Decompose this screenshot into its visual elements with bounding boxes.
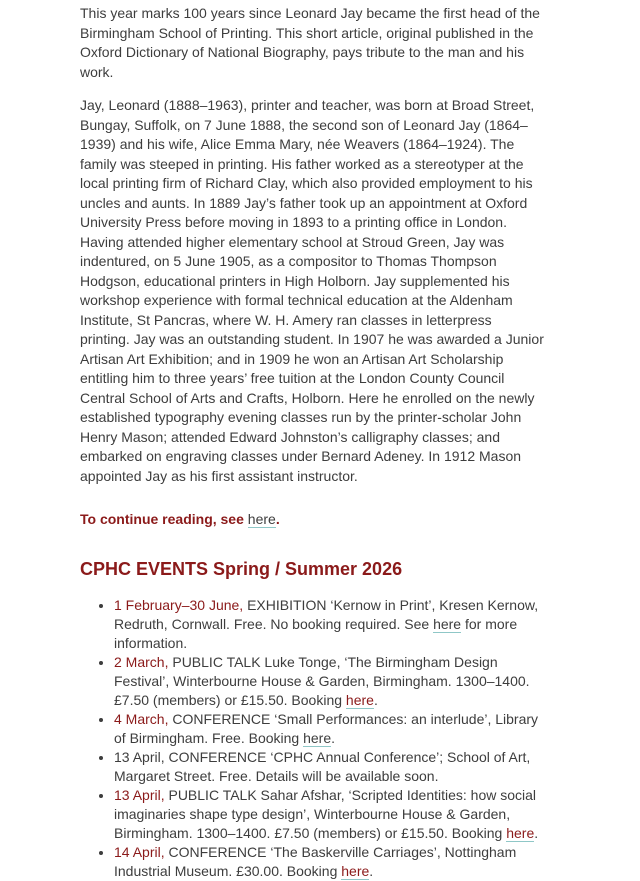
events-heading: CPHC EVENTS Spring / Summer 2026: [80, 558, 403, 579]
event-item: [114, 786, 544, 843]
event-date: 13 April,: [114, 748, 165, 765]
event-item: [114, 653, 544, 710]
continue-reading-suffix: .: [275, 511, 280, 527]
event-booking-link[interactable]: here: [303, 729, 332, 746]
event-item: [114, 843, 544, 881]
events-list: [80, 596, 544, 881]
biography-paragraph: Jay, Leonard (1888–1963), printer and teacher, was born at Broad Street, Bungay, Suffolk, on 7 June 1888, the second son of Leonard Jay (1864–1939) and his wife, Alice Emma Mary, née Weavers (1864–1924). The family was steeped in printing. His father worked as a stereotyper at the local printing firm of Richard Clay, which also provided employment to his uncles and aunts. In 1889 Jay’s father took up an appointment at Oxford University Press before moving in 1893 to a printing office in London. Having attended higher elementary school at Stroud Green, Jay was indentured, on 5 June 1905, as a compositor to Thomas Thompson Hodgson, educational printers in High Holborn. Jay supplemented his workshop experience with formal technical education at the Aldenham Institute, St Pancras, where W. H. Amery ran classes in letterpress printing. Jay was an outstanding student. In 1907 he was awarded a Junior Artisan Art Exhibition; and in 1909 he won an Artisan Art Scholarship entitling him to three years’ free tuition at the London County Council Central School of Arts and Crafts, Holborn. Here he enrolled on the newly established typography evening classes run by the printer-scholar John Henry Mason; attended Edward Johnston’s calligraphy classes; and embarked on engraving classes under Bernard Adeney. In 1912 Mason appointed Jay as his first assistant instructor.: [80, 97, 544, 484]
event-text: CONFERENCE ‘Small Performances: an interlude’, Library of Birmingham. Free. Booking: [114, 710, 539, 746]
event-booking-link[interactable]: here: [341, 862, 370, 879]
event-info-link[interactable]: here: [433, 615, 462, 632]
event-text: CONFERENCE ‘The Baskerville Carriages’, Nottingham Industrial Museum. £30.00. Booking: [114, 843, 517, 879]
continue-reading-link[interactable]: here: [247, 511, 276, 527]
event-text-after: .: [369, 862, 374, 879]
event-date: 13 April,: [114, 786, 165, 803]
event-text: EXHIBITION ‘Kernow in Print’, Kresen Kernow, Redruth, Cornwall. Free. No booking required. See: [114, 596, 539, 632]
event-date: 4 March,: [114, 710, 169, 727]
continue-reading-line: [80, 510, 544, 530]
event-item: [114, 596, 544, 653]
event-booking-link[interactable]: here: [345, 691, 374, 708]
event-text-after: .: [373, 691, 378, 708]
event-date: 14 April,: [114, 843, 165, 860]
event-item: [114, 748, 544, 786]
event-text-after: .: [331, 729, 336, 746]
event-text: PUBLIC TALK Luke Tonge, ‘The Birmingham Design Festival’, Winterbourne House & Garden, Birmingham. 1300–1400. £7.50 (members) or £15.50. Booking: [114, 653, 530, 708]
event-text: CONFERENCE ‘CPHC Annual Conference’; School of Art, Margaret Street. Free. Details will be available soon.: [114, 748, 531, 784]
event-date: 2 March,: [114, 653, 169, 670]
event-date: 1 February–30 June,: [114, 596, 244, 613]
continue-reading-lead: To continue reading, see: [80, 511, 248, 527]
event-item: [114, 710, 544, 748]
event-booking-link[interactable]: here: [506, 824, 535, 841]
event-text-after: .: [534, 824, 539, 841]
event-text: PUBLIC TALK Sahar Afshar, ‘Scripted Identities: how social imaginaries shape type design’, Winterbourne House & Garden, Birmingham. 1300–1400. £7.50 (members) or £15.50. Booking: [114, 786, 537, 841]
article-body: [80, 0, 544, 881]
event-text-after: for more information.: [114, 615, 518, 651]
intro-paragraph: This year marks 100 years since Leonard Jay became the first head of the Birmingham School of Printing. This short article, original published in the Oxford Dictionary of National Biography, pays tribute to the man and his work.: [80, 5, 540, 80]
